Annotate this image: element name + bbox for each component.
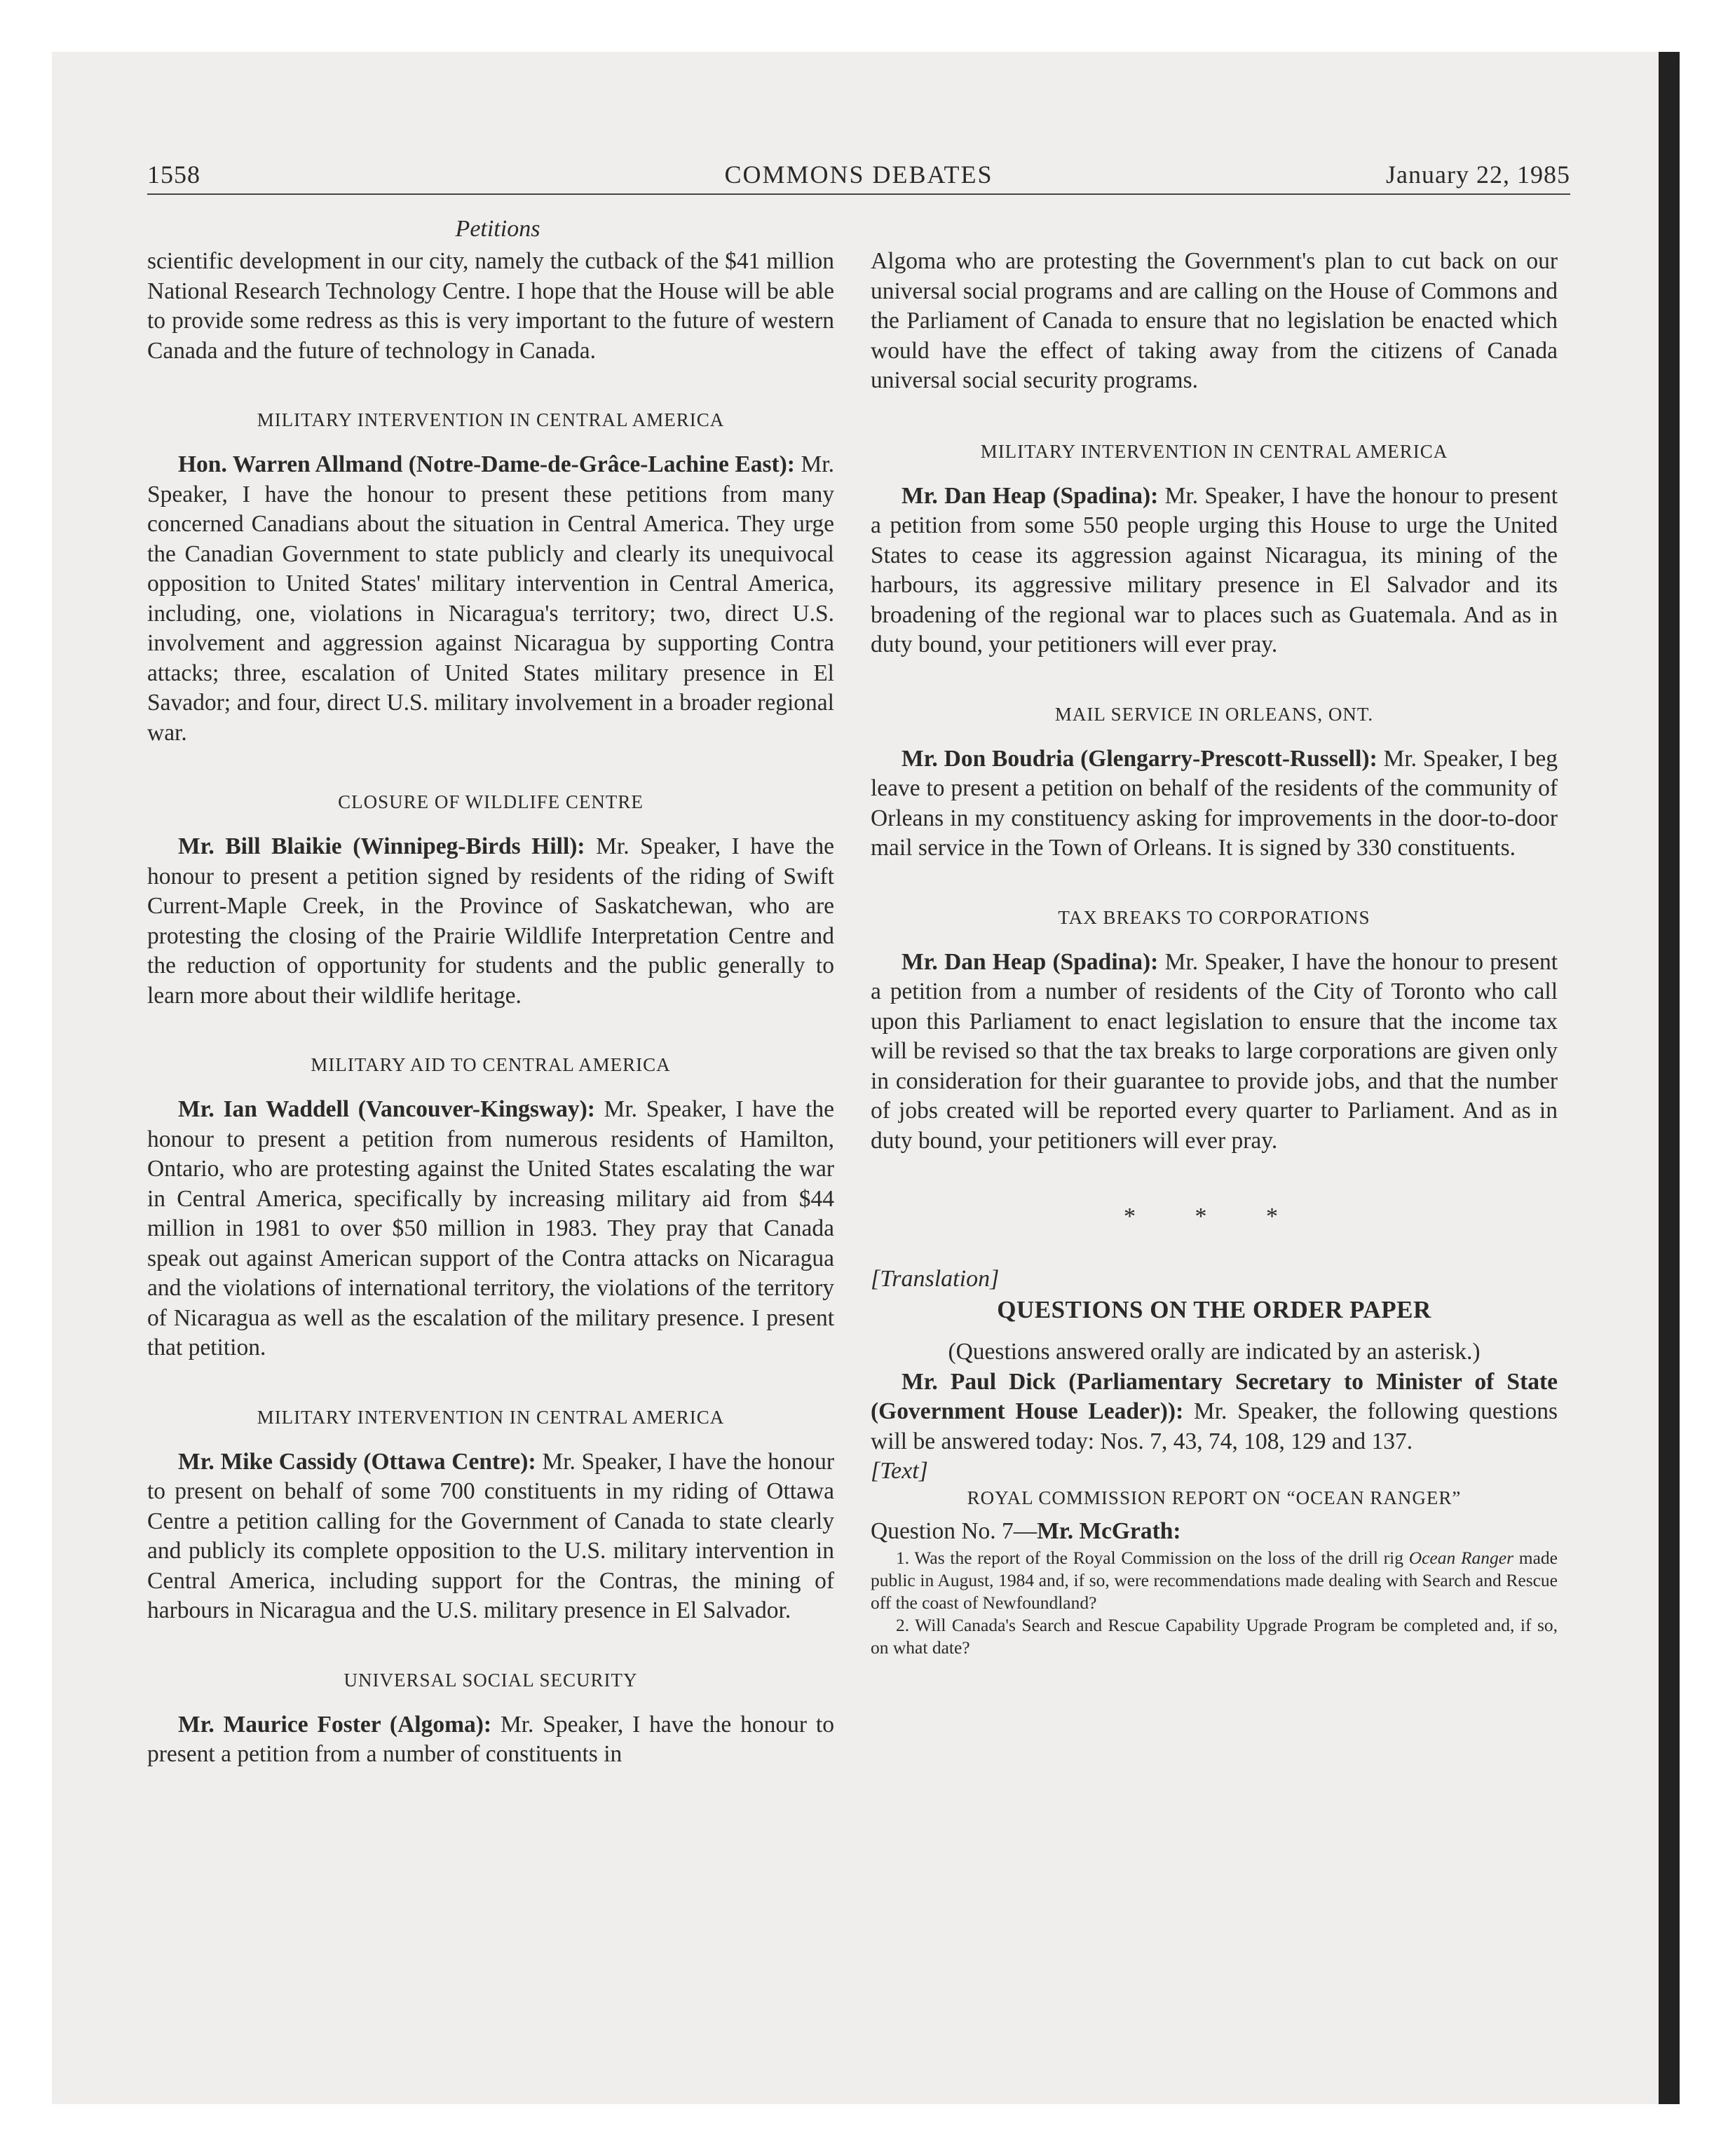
page-number: 1558 xyxy=(147,161,200,189)
speaker-name: Mr. Bill Blaikie (Winnipeg-Birds Hill): xyxy=(178,833,585,859)
petition-text: Mr. Speaker, I have the honour to present a petition signed by residents of the riding of Swift Current-Maple Creek, in the Province of Saskatchewan, who are protesting the closing of the Prairie Wildlife Interpretation Centre and the reduction of opportunity for students and the public generally to learn more about their wildlife heritage. xyxy=(147,833,834,1009)
page-header xyxy=(147,160,1570,195)
petition-paragraph xyxy=(871,482,1558,660)
vessel-name: Ocean Ranger xyxy=(1408,1547,1514,1568)
question-item xyxy=(871,1547,1558,1614)
binding-edge xyxy=(1659,52,1680,2104)
section-heading: MILITARY INTERVENTION IN CENTRAL AMERICA xyxy=(257,1406,725,1428)
section-heading: TAX BREAKS TO CORPORATIONS xyxy=(1058,906,1370,928)
section-separator: * * * xyxy=(1124,1203,1305,1229)
speaker-name: Mr. Maurice Foster (Algoma): xyxy=(178,1711,492,1738)
right-column xyxy=(871,247,1558,1659)
question-heading: ROYAL COMMISSION REPORT ON “OCEAN RANGER” xyxy=(967,1487,1462,1508)
text-label: [Text] xyxy=(871,1458,928,1484)
asterisk-note: (Questions answered orally are indicated by an asterisk.) xyxy=(948,1339,1481,1365)
speaker-name: Mr. Mike Cassidy (Ottawa Centre): xyxy=(178,1448,536,1475)
left-column xyxy=(147,247,834,1770)
section-heading: CLOSURE OF WILDLIFE CENTRE xyxy=(338,791,644,812)
question-line xyxy=(871,1517,1558,1547)
petition-text: Mr. Speaker, I have the honour to present on behalf of some 700 constituents in my riding of Ottawa Centre a petition calling for the Government of Canada to state clearly and publicly its complete opposition to the U.S. military intervention in Central America, including support for the Contras, the mining of harbours in Nicaragua and the U.S. military presence in El Salvador. xyxy=(147,1448,834,1623)
petition-text: Mr. Speaker, I beg leave to present a petition on behalf of the residents of the community of Orleans in my constituency asking for improvements in the door-to-door mail service in the Town of Orleans. It is signed by 330 constituents. xyxy=(871,745,1558,861)
petition-paragraph xyxy=(147,1447,834,1626)
petition-paragraph xyxy=(147,832,834,1011)
opening-paragraph: Algoma who are protesting the Government's plan to cut back on our universal social programs and are calling on the House of Commons and the Parliament of Canada to ensure that no legislation be enacted which would have the effect of taking away from the citizens of Canada universal social security programs. xyxy=(871,248,1558,393)
petition-paragraph xyxy=(147,1710,834,1770)
section-heading: UNIVERSAL SOCIAL SECURITY xyxy=(343,1669,638,1691)
answer-paragraph xyxy=(871,1367,1558,1457)
questions-heading: QUESTIONS ON THE ORDER PAPER xyxy=(997,1295,1431,1323)
section-heading: MILITARY INTERVENTION IN CENTRAL AMERICA xyxy=(257,409,725,430)
publication-title: COMMONS DEBATES xyxy=(724,161,993,189)
petition-text: Mr. Speaker, I have the honour to present these petitions from many concerned Canadians about the situation in Central America. They urge the Canadian Government to state publicly and clearly its unequivocal opposition to United States' military intervention in Central America, including, one, violations in Nicaragua's territory; two, direct U.S. involvement and aggression against Nicaragua by supporting Contra attacks; three, escalation of United States military presence in El Savador; and four, direct U.S. military involvement in a broader regional war. xyxy=(147,451,834,746)
petition-text: Mr. Speaker, I have the honour to present a petition from a number of constituents in xyxy=(147,1711,834,1767)
section-heading: MILITARY AID TO CENTRAL AMERICA xyxy=(311,1054,671,1075)
question-item-text: 1. Was the report of the Royal Commission on the loss of the drill rig xyxy=(896,1547,1409,1568)
translation-label: [Translation] xyxy=(871,1265,1000,1292)
question-item-text: made public in August, 1984 and, if so, were recommendations made dealing with Search and Rescue off the coast of Newfoundland? xyxy=(871,1547,1558,1613)
section-heading: MAIL SERVICE IN ORLEANS, ONT. xyxy=(1054,703,1374,725)
petition-text: Mr. Speaker, I have the honour to present a petition from numerous residents of Hamilton, Ontario, who are protesting against the United States escalating the war in Central America, specifically by increasing military aid from $44 million in 1981 to over $50 million in 1983. They pray that Canada speak out against American support of the Contra attacks on Nicaragua and the violations of international territory, the violations of the territory of Nicaragua as well as the escalation of the military presence. I present that petition. xyxy=(147,1096,835,1360)
speaker-name: Mr. Dan Heap (Spadina): xyxy=(901,482,1159,509)
speaker-name: Hon. Warren Allmand (Notre-Dame-de-Grâce-Lachine East): xyxy=(178,451,795,477)
speaker-name: Mr. Ian Waddell (Vancouver-Kingsway): xyxy=(178,1096,595,1122)
petition-paragraph xyxy=(147,1095,834,1363)
speaker-name: Mr. Dan Heap (Spadina): xyxy=(901,948,1159,975)
question-member: Mr. McGrath: xyxy=(1037,1518,1181,1544)
question-item: 2. Will Canada's Search and Rescue Capability Upgrade Program be completed and, if so, on what date? xyxy=(871,1614,1558,1658)
header-rule xyxy=(147,193,1570,195)
petition-text: Mr. Speaker, I have the honour to present a petition from some 550 people urging this House to urge the United States to cease its aggression against Nicaragua, its mining of the harbours, its aggressive military presence in El Salvador and its broadening of the regional war to places such as Guatemala. And as in duty bound, your petitioners will ever pray. xyxy=(871,482,1558,657)
section-heading: MILITARY INTERVENTION IN CENTRAL AMERICA xyxy=(980,440,1448,462)
answer-text: Mr. Speaker, the following questions will be answered today: Nos. 7, 43, 74, 108, 129 and 137. xyxy=(871,1398,1558,1454)
publication-date: January 22, 1985 xyxy=(1386,161,1570,189)
speaker-name: Mr. Don Boudria (Glengarry-Prescott-Russell): xyxy=(901,745,1377,772)
speaker-name: Mr. Paul Dick (Parliamentary Secretary to Minister of State (Government House Leader)): xyxy=(871,1368,1558,1424)
petition-paragraph xyxy=(147,450,834,748)
petition-text: Mr. Speaker, I have the honour to present a petition from a number of residents of the City of Toronto who call upon this Parliament to enact legislation to ensure that the income tax will be revised so that the tax breaks to large corporations are given only in consideration for their guarantee to provide jobs, and that the number of jobs created will be reported every quarter to Parliament. And as in duty bound, your petitioners will ever pray. xyxy=(871,948,1558,1154)
petition-paragraph xyxy=(871,744,1558,864)
opening-paragraph: scientific development in our city, namely the cutback of the $41 million National Research Technology Centre. I hope that the House will be able to provide some redress as this is very important to the future of western Canada and the future of technology in Canada. xyxy=(147,248,834,364)
question-number: Question No. 7— xyxy=(871,1518,1037,1544)
running-head: Petitions xyxy=(455,216,540,242)
petition-paragraph xyxy=(871,948,1558,1157)
